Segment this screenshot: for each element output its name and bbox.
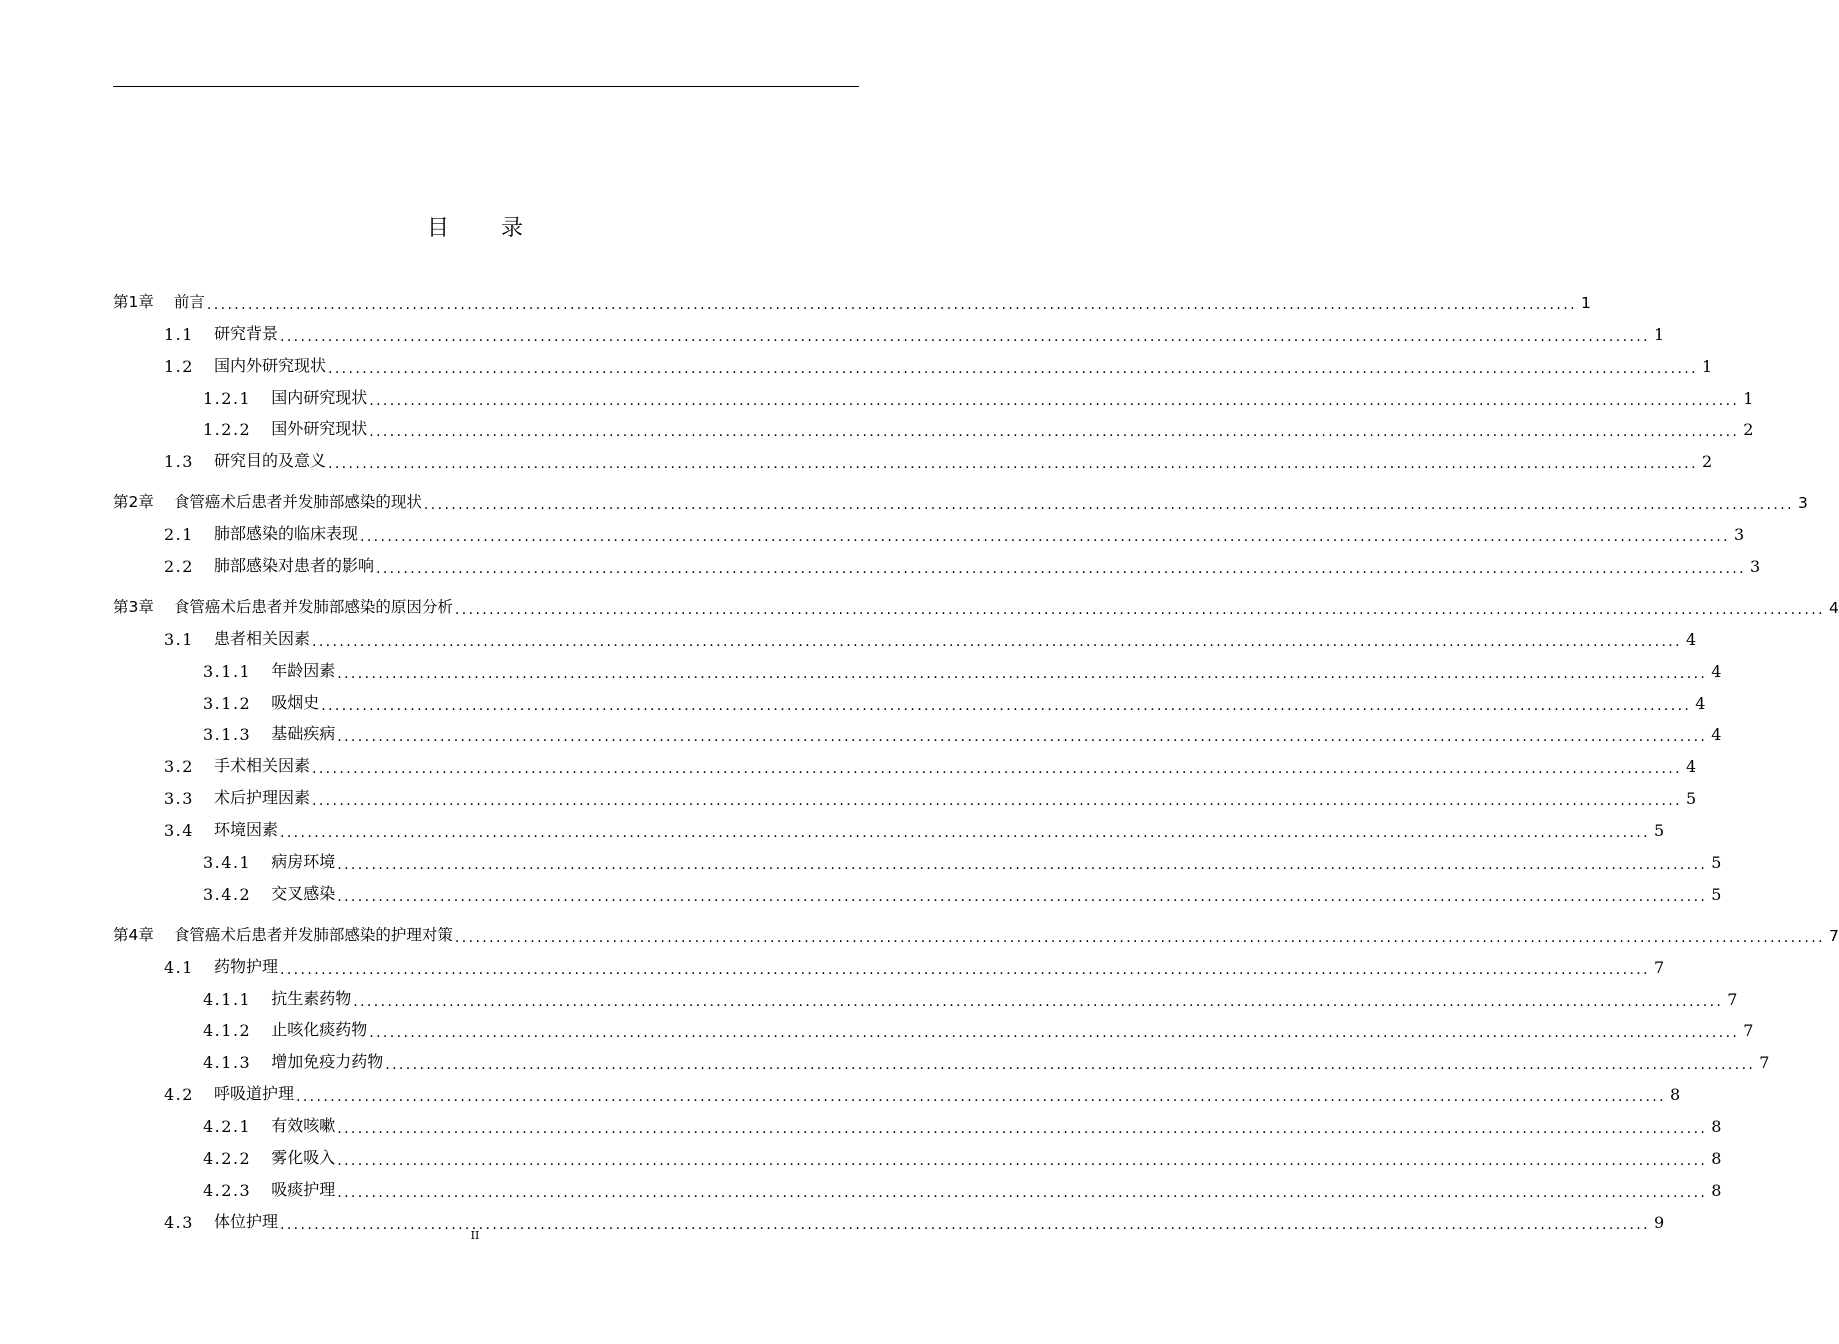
toc-entry-title: 肺部感染的临床表现 — [213, 524, 358, 544]
toc-entry-number: 4.1.3 — [203, 1053, 252, 1073]
toc-entry-page: 4 — [1695, 693, 1706, 713]
toc-entry-number: 3.1.1 — [203, 661, 252, 681]
toc-entry-title: 雾化吸入 — [271, 1148, 336, 1168]
toc-entry-title: 国内外研究现状 — [213, 355, 326, 375]
toc-entry-page: 7 — [1727, 989, 1738, 1009]
toc-subsection-entry[interactable] — [113, 1040, 1770, 1074]
page-number-footer: II — [470, 1229, 480, 1242]
toc-dot-leader: ........................................................................................................................................................................................................ — [337, 665, 1708, 682]
toc-entry-title: 增加免疫力药物 — [271, 1052, 384, 1072]
toc-subsection-entry[interactable] — [113, 1168, 1722, 1201]
toc-entry-page: 4 — [1686, 629, 1697, 649]
toc-dot-leader: ........................................................................................................................................................................................................ — [369, 392, 1740, 409]
toc-section-entry[interactable] — [113, 808, 1665, 842]
toc-entry-number: 1.2.2 — [203, 420, 252, 440]
toc-subsection-entry[interactable] — [113, 376, 1754, 409]
toc-dot-leader: ........................................................................................................................................................................................................ — [454, 601, 1825, 618]
toc-entry-title: 病房环境 — [271, 852, 336, 872]
toc-entry-page: 8 — [1711, 1117, 1722, 1137]
toc-entry-title: 手术相关因素 — [213, 756, 310, 776]
toc-entry-title: 食管癌术后患者并发肺部感染的原因分析 — [173, 597, 453, 616]
toc-title-char: 录 — [501, 216, 524, 241]
toc-entry-page: 7 — [1759, 1053, 1770, 1073]
toc-section-entry[interactable] — [113, 512, 1745, 546]
toc-dot-leader: ........................................................................................................................................................................................................ — [321, 697, 1692, 714]
toc-entry-title: 肺部感染对患者的影响 — [213, 556, 374, 576]
toc-dot-leader: ........................................................................................................................................................................................................ — [279, 328, 1651, 345]
toc-entry-title: 食管癌术后患者并发肺部感染的现状 — [173, 493, 422, 512]
toc-entry-number: 4.1 — [164, 957, 194, 977]
toc-entry-number: 1.3 — [164, 452, 194, 472]
toc-dot-leader: ........................................................................................................................................................................................................ — [369, 1025, 1740, 1042]
toc-dot-leader: ........................................................................................................................................................................................................ — [327, 456, 1699, 473]
toc-entry-page: 2 — [1702, 452, 1713, 472]
toc-entry-title: 术后护理因素 — [213, 788, 310, 808]
toc-subsection-entry[interactable] — [113, 681, 1706, 714]
toc-entry-page: 8 — [1711, 1180, 1722, 1200]
toc-entry-title: 抗生素药物 — [271, 988, 352, 1008]
toc-dot-leader: ........................................................................................................................................................................................................ — [337, 857, 1708, 874]
toc-section-entry[interactable] — [113, 312, 1665, 345]
toc-entry-title: 国外研究现状 — [271, 419, 368, 439]
toc-entry-page: 7 — [1828, 926, 1839, 945]
toc-entry-page: 5 — [1711, 853, 1722, 873]
toc-entry-title: 药物护理 — [213, 956, 278, 976]
toc-dot-leader: ........................................................................................................................................................................................................ — [353, 993, 1724, 1010]
toc-entry-number: 4.1.1 — [203, 989, 252, 1009]
header-rule — [113, 86, 859, 87]
toc-section-entry[interactable] — [113, 744, 1697, 778]
toc-entry-page: 1 — [1654, 324, 1665, 344]
toc-subsection-entry[interactable] — [113, 1009, 1754, 1042]
toc-entry-number: 4.2.3 — [203, 1180, 252, 1200]
toc-entry-page: 5 — [1654, 821, 1665, 841]
toc-entry-page: 5 — [1711, 884, 1722, 904]
toc-entry-number: 3.3 — [164, 789, 194, 809]
toc-subsection-entry[interactable] — [113, 408, 1754, 441]
toc-entry-number: 3.1 — [164, 629, 194, 649]
toc-entry-page: 7 — [1654, 957, 1665, 977]
toc-entry-page: 4 — [1686, 757, 1697, 777]
toc-entry-title: 吸痰护理 — [271, 1179, 336, 1199]
toc-dot-leader: ........................................................................................................................................................................................................ — [295, 1089, 1667, 1106]
toc-subsection-entry[interactable] — [113, 713, 1722, 746]
toc-section-entry[interactable] — [113, 344, 1713, 377]
toc-dot-leader: ........................................................................................................................................................................................................ — [337, 729, 1708, 746]
toc-entry-number: 3.2 — [164, 757, 194, 777]
toc-entry-title: 有效咳嗽 — [271, 1116, 336, 1136]
toc-entry-page: 3 — [1734, 525, 1745, 545]
toc-entry-number: 3.1.2 — [203, 693, 252, 713]
toc-entry-number: 2.1 — [164, 525, 194, 545]
toc-dot-leader: ........................................................................................................................................................................................................ — [279, 1216, 1651, 1233]
toc-entry-page: 4 — [1711, 725, 1722, 745]
toc-entry-page: 8 — [1670, 1085, 1681, 1105]
toc-entry-number: 3.4.1 — [203, 853, 252, 873]
toc-title-char: 目 — [426, 216, 449, 241]
toc-entry-title: 体位护理 — [213, 1211, 278, 1231]
toc-dot-leader: ........................................................................................................................................................................................................ — [385, 1057, 1756, 1074]
toc-entry-number: 4.2 — [164, 1085, 194, 1105]
toc-entry-page: 9 — [1654, 1212, 1665, 1232]
toc-entry-page: 8 — [1711, 1149, 1722, 1169]
toc-dot-leader: ........................................................................................................................................................................................................ — [327, 360, 1699, 377]
toc-entry-number: 1.2.1 — [203, 388, 252, 408]
toc-dot-leader: ........................................................................................................................................................................................................ — [454, 929, 1825, 946]
toc-dot-leader: ........................................................................................................................................................................................................ — [311, 761, 1683, 778]
toc-entry-title: 国内研究现状 — [271, 387, 368, 407]
toc-entry-number: 1.2 — [164, 356, 194, 376]
toc-entry-page: 1 — [1702, 356, 1713, 376]
toc-dot-leader: ........................................................................................................................................................................................................ — [206, 296, 1577, 313]
toc-entry-page: 3 — [1750, 557, 1761, 577]
toc-dot-leader: ........................................................................................................................................................................................................ — [337, 888, 1708, 905]
toc-entry-page: 4 — [1711, 661, 1722, 681]
toc-entry-title: 研究目的及意义 — [213, 451, 326, 471]
toc-chapter-entry[interactable] — [113, 480, 1808, 514]
toc-section-entry[interactable] — [113, 1200, 1665, 1233]
toc-entry-page: 7 — [1743, 1021, 1754, 1041]
toc-entry-page: 2 — [1743, 420, 1754, 440]
toc-entry-page: 4 — [1828, 598, 1839, 617]
toc-section-entry[interactable] — [113, 776, 1697, 810]
toc-entry-number: 第4章 — [113, 925, 154, 944]
toc-entry-number: 第1章 — [113, 292, 154, 311]
toc-entry-number: 4.2.2 — [203, 1149, 252, 1169]
toc-section-entry[interactable] — [113, 1072, 1681, 1106]
toc-subsection-entry[interactable] — [113, 1136, 1722, 1170]
toc-entry-number: 4.3 — [164, 1212, 194, 1232]
toc-entry-title: 食管癌术后患者并发肺部感染的护理对策 — [173, 925, 453, 944]
toc-dot-leader: ........................................................................................................................................................................................................ — [311, 793, 1683, 810]
toc-subsection-entry[interactable] — [113, 649, 1722, 682]
toc-dot-leader: ........................................................................................................................................................................................................ — [311, 633, 1683, 650]
table-of-contents — [113, 280, 1839, 1233]
toc-subsection-entry[interactable] — [113, 977, 1738, 1010]
toc-chapter-entry[interactable] — [113, 280, 1591, 313]
toc-entry-title: 吸烟史 — [271, 692, 320, 712]
toc-subsection-entry[interactable] — [113, 872, 1722, 905]
toc-entry-title: 患者相关因素 — [213, 628, 310, 648]
toc-entry-title: 止咳化痰药物 — [271, 1020, 368, 1040]
toc-entry-number: 3.1.3 — [203, 725, 252, 745]
toc-entry-number: 4.1.2 — [203, 1021, 252, 1041]
toc-dot-leader: ........................................................................................................................................................................................................ — [375, 561, 1747, 578]
toc-subsection-entry[interactable] — [113, 1104, 1722, 1138]
toc-entry-page: 3 — [1797, 494, 1808, 513]
toc-entry-number: 3.4.2 — [203, 884, 252, 904]
toc-dot-leader: ........................................................................................................................................................................................................ — [279, 961, 1651, 978]
toc-dot-leader: ........................................................................................................................................................................................................ — [423, 497, 1794, 514]
toc-entry-number: 3.4 — [164, 821, 194, 841]
toc-dot-leader: ........................................................................................................................................................................................................ — [369, 424, 1740, 441]
toc-dot-leader: ........................................................................................................................................................................................................ — [359, 529, 1731, 546]
toc-entry-title: 基础疾病 — [271, 724, 336, 744]
toc-entry-page: 1 — [1743, 388, 1754, 408]
toc-section-entry[interactable] — [113, 617, 1697, 650]
toc-dot-leader: ........................................................................................................................................................................................................ — [337, 1153, 1708, 1170]
toc-section-entry[interactable] — [113, 439, 1713, 473]
toc-entry-number: 1.1 — [164, 324, 194, 344]
toc-chapter-entry[interactable] — [113, 913, 1839, 946]
toc-entry-title: 年龄因素 — [271, 660, 336, 680]
toc-entry-page: 5 — [1686, 789, 1697, 809]
toc-section-entry[interactable] — [113, 544, 1761, 578]
toc-title — [0, 211, 950, 242]
toc-section-entry[interactable] — [113, 945, 1665, 978]
toc-entry-number: 第3章 — [113, 597, 154, 616]
toc-dot-leader: ........................................................................................................................................................................................................ — [337, 1184, 1708, 1201]
toc-entry-title: 交叉感染 — [271, 883, 336, 903]
toc-entry-title: 研究背景 — [213, 323, 278, 343]
toc-entry-title: 呼吸道护理 — [213, 1084, 294, 1104]
toc-chapter-entry[interactable] — [113, 585, 1839, 618]
toc-dot-leader: ........................................................................................................................................................................................................ — [279, 825, 1651, 842]
toc-entry-title: 前言 — [173, 292, 205, 311]
toc-entry-title: 环境因素 — [213, 820, 278, 840]
toc-subsection-entry[interactable] — [113, 840, 1722, 874]
toc-dot-leader: ........................................................................................................................................................................................................ — [337, 1121, 1708, 1138]
toc-entry-number: 4.2.1 — [203, 1117, 252, 1137]
toc-entry-number: 2.2 — [164, 557, 194, 577]
toc-entry-number: 第2章 — [113, 493, 154, 512]
toc-entry-page: 1 — [1580, 293, 1591, 312]
